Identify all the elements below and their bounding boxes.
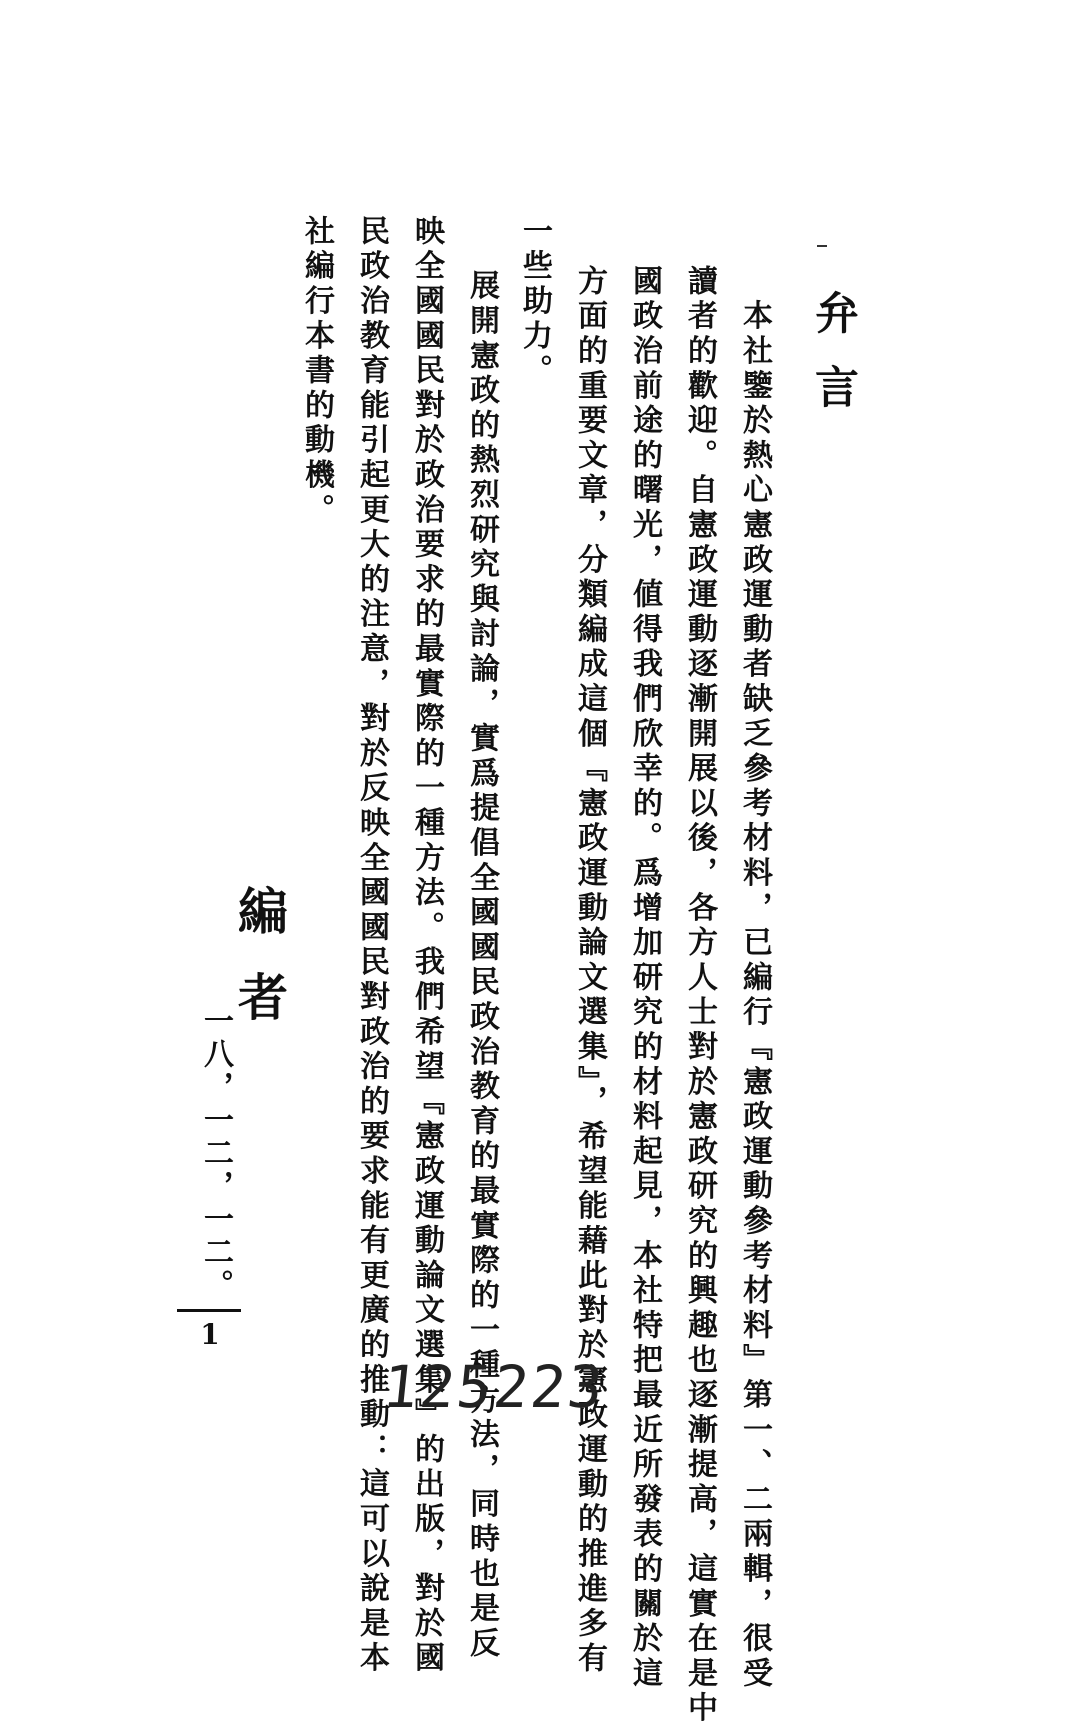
body-line: 一些助力。 xyxy=(517,215,552,389)
body-line: 讀者的歡迎。自憲政運動逐漸開展以後，各方人士對於憲政研究的興趣也逐漸提高，這實在是中 xyxy=(682,265,717,1727)
margin-mark xyxy=(817,245,827,247)
body-line: 本社鑒於熱心憲政運動者缺乏參考材料，已編行『憲政運動參考材料』第一、二兩輯，很受 xyxy=(737,265,772,1692)
signature: 編者 xyxy=(230,885,289,1057)
stamp-number: 125223 xyxy=(379,1353,609,1421)
page-number: 1 xyxy=(200,1318,220,1351)
date: 一八，一二，一二。 xyxy=(198,1005,233,1302)
body-line: 社編行本書的動機。 xyxy=(299,215,334,529)
body-line: 民政治教育能引起更大的注意，對於反映全國國民對政治的要求能有更廣的推動：這可以說是本 xyxy=(354,215,389,1677)
page-title: 弁言 xyxy=(807,290,858,438)
body-line: 方面的重要文章，分類編成這個『憲政運動論文選集』，希望能藉此對於憲政運動的推進多有 xyxy=(572,265,607,1677)
page-number-rule xyxy=(177,1309,241,1312)
body-line: 展開憲政的熱烈研究與討論，實爲提倡全國國民政治教育的最實際的一種方法，同時也是反 xyxy=(464,235,499,1662)
body-line: 國政治前途的曙光，値得我們欣幸的。爲增加研究的材料起見，本社特把最近所發表的關於這 xyxy=(627,265,662,1692)
body-line: 映全國國民對於政治要求的最實際的一種方法。我們希望『憲政運動論文選集』的出版，對於國 xyxy=(409,215,444,1677)
